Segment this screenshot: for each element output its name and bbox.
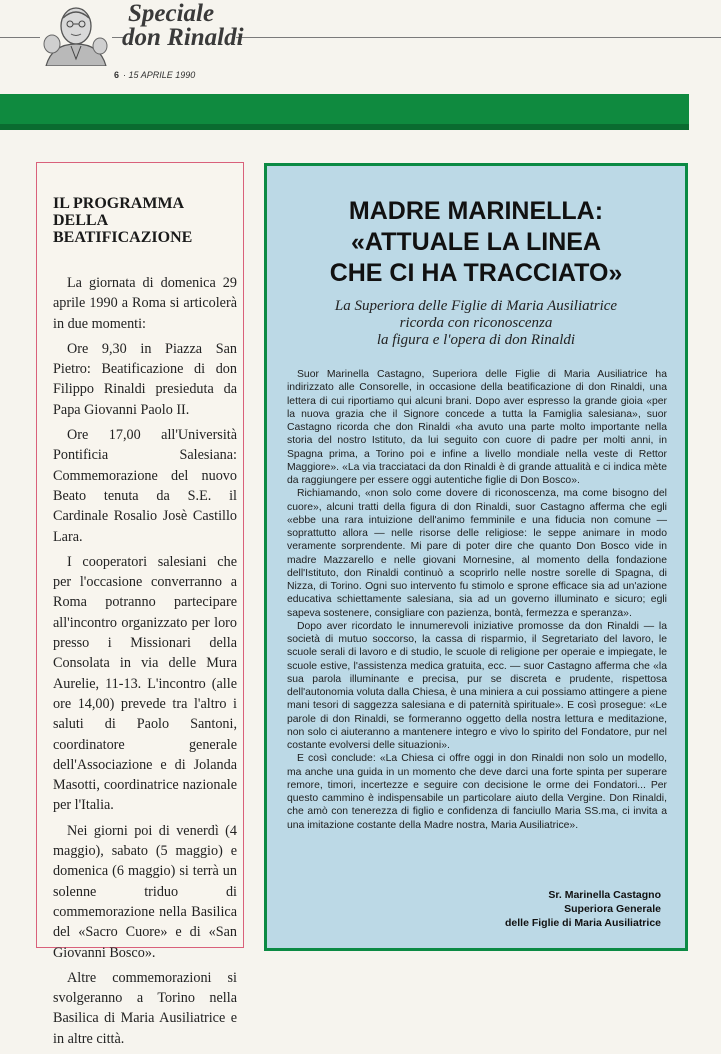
issue-date: 15 APRILE 1990: [128, 70, 196, 80]
masthead-title-don-rinaldi: don Rinaldi: [122, 24, 244, 51]
sidebar-paragraph: Nei giorni poi di venerdì (4 maggio), sabato (5 maggio) e domenica (6 maggio) si terrà un solenne triduo di commemorazione nella Basilica del «Sacro Cuore» e di «San Giovanni Bosco».: [53, 822, 237, 961]
article-paragraph: Suor Marinella Castagno, Superiora delle Figlie di Maria Ausiliatrice ha indirizzato alle Consorelle, in occasione della beatificazione di don Rinaldi, una lettera di cui riportiamo qui alcuni brani. Dopo aver espresso la grande gioia «per la nuova grazia che il Signore concede a tutta la Famiglia salesiana», suor Castagno ricorda che don Rinaldi «ha avuto una parte molto importante nella storia del nostro Istituto, da lui seguito con cuore di padre per molti anni, in Spagna prima, a Torino poi e infine a livello mondiale nella veste di Rettor Maggiore». «La via tracciataci da don Rinaldi è di grande attualità e ci indica mète da raggiungere per essere oggi autentiche figlie di Don Bosco».: [287, 369, 667, 486]
signature-org: delle Figlie di Maria Ausiliatrice: [505, 917, 661, 929]
article-paragraph: Dopo aver ricordato le innumerevoli iniziative promosse da don Rinaldi — la società di mutuo soccorso, la cassa di risparmio, il Segretariato del lavoro, le scuole serali di lavoro e di studio, le scuole di religione per operaie e impiegate, le scuole estive, l'assistenza medica gratuita, ecc. — suor Castagno afferma che «la sua parola illuminante e precisa, pur se discreta e prudente, rispettosa dell'autonomia voluta dalla Chiesa, è una miniera a cui possiamo attingere a piene mani tesori di saggezza salesiana e di paternità spirituale». E così prosegue: «Le parole di don Rinaldi, se formeranno oggetto della nostra lettura e meditazione, non solo ci aiuteranno a mantenere integro e vivo lo spirito del Fondatore, pur nel costante evolversi delle situazioni».: [287, 620, 667, 751]
sidebar-paragraph: Ore 17,00 all'Università Pontificia Salesiana: Commemorazione del nuovo Beato tenuta da S.E. il Cardinale Rosalio Josè Castillo Lara.: [53, 427, 237, 545]
don-rinaldi-portrait-logo: [38, 4, 114, 66]
programma-sidebar: [36, 162, 244, 1047]
sidebar-title: IL PROGRAMMA DELLA BEATIFICAZIONE: [53, 195, 193, 246]
deck-line: La Superiora delle Figlie di Maria Ausiliatrice: [334, 298, 618, 314]
signature-role: Superiora Generale: [564, 903, 661, 915]
sidebar-paragraph: Altre commemorazioni si svolgeranno a Torino nella Basilica di Maria Ausiliatrice e in altre città.: [53, 969, 237, 1047]
green-banner: [0, 94, 689, 130]
signature-name: Sr. Marinella Castagno: [548, 889, 661, 901]
deck-line: ricorda con riconoscenza: [399, 315, 553, 331]
article-signature: [505, 888, 661, 930]
deck-line: la figura e l'opera di don Rinaldi: [376, 332, 576, 348]
sidebar-paragraph: Ore 9,30 in Piazza San Pietro: Beatificazione di don Filippo Rinaldi presieduta da Papa Giovanni Paolo II.: [53, 340, 237, 418]
article-headline: [275, 196, 677, 289]
sidebar-paragraph: La giornata di domenica 29 aprile 1990 a Roma si articolerà in due momenti:: [53, 275, 237, 332]
main-article: [264, 163, 688, 951]
article-deck: [277, 298, 675, 349]
masthead-rule-right: [236, 37, 721, 38]
headline-line: MADRE MARINELLA:: [348, 197, 604, 225]
article-paragraph: Richiamando, «non solo come dovere di riconoscenza, ma come bisogno del cuore», alcuni tratti della figura di don Rinaldi, suor Castagno afferma che egli «ebbe una rara intuizione dell'animo femminile e una fiducia non comune — soprattutto allora — nelle risorse delle religiose: le seppe animare in modo veramente sorprendente. Mi pare di poter dire che quanto Don Bosco vide in madre Mazzarello e nelle giovani Mornesine, al momento della fondazione dell'Istituto, don Rinaldi continuò a scoprirlo nelle nostre sorelle di Spagna, di Nizza, di Torino. Ogni suo intervento fu stimolo e sprone efficace sia ad un'azione educativa schiettamente salesiana, sia ad un governo illuminato e sicuro; egli sapeva sostenere, consigliare con pazienza, bontà, fermezza e speranza».: [287, 488, 667, 619]
masthead-title-speciale: Speciale: [128, 0, 215, 27]
sidebar-body: [53, 273, 237, 1054]
headline-line: CHE CI HA TRACCIATO»: [329, 259, 623, 287]
issue-info: 6 · 15 APRILE 1990: [114, 70, 196, 80]
masthead-title: [122, 0, 244, 51]
masthead-rule-left: [0, 37, 40, 38]
issue-number: 6: [114, 70, 120, 80]
article-body: [287, 368, 667, 832]
headline-line: «ATTUALE LA LINEA: [351, 228, 601, 256]
sidebar-paragraph: I cooperatori salesiani che per l'occasione converranno a Roma potranno partecipare all'incontro organizzato per loro presso i Missionari della Consolata in via delle Mura Aurelie, 11-13. L'incontro (alle ore 14,00) prevede tra l'altro i saluti di Paolo Santoni, coordinatore generale dell'Associazione e di Jolanda Masotti, coordinatrice nazionale per l'Italia.: [53, 553, 237, 814]
article-paragraph: E così conclude: «La Chiesa ci offre oggi in don Rinaldi non solo un modello, ma anche una guida in un momento che deve darci una forte spinta per superare remore, timori, incertezze e seguire con decisione le orme dei Fondatori... Per questo cammino è indispensabile un particolare aiuto della Vergine. Don Rinaldi, che amò con tenerezza di figlio e confidenza di fanciullo Maria SS.ma, ci invita a una imitazione costante della Madre nostra, Maria Ausiliatrice».: [287, 753, 667, 831]
